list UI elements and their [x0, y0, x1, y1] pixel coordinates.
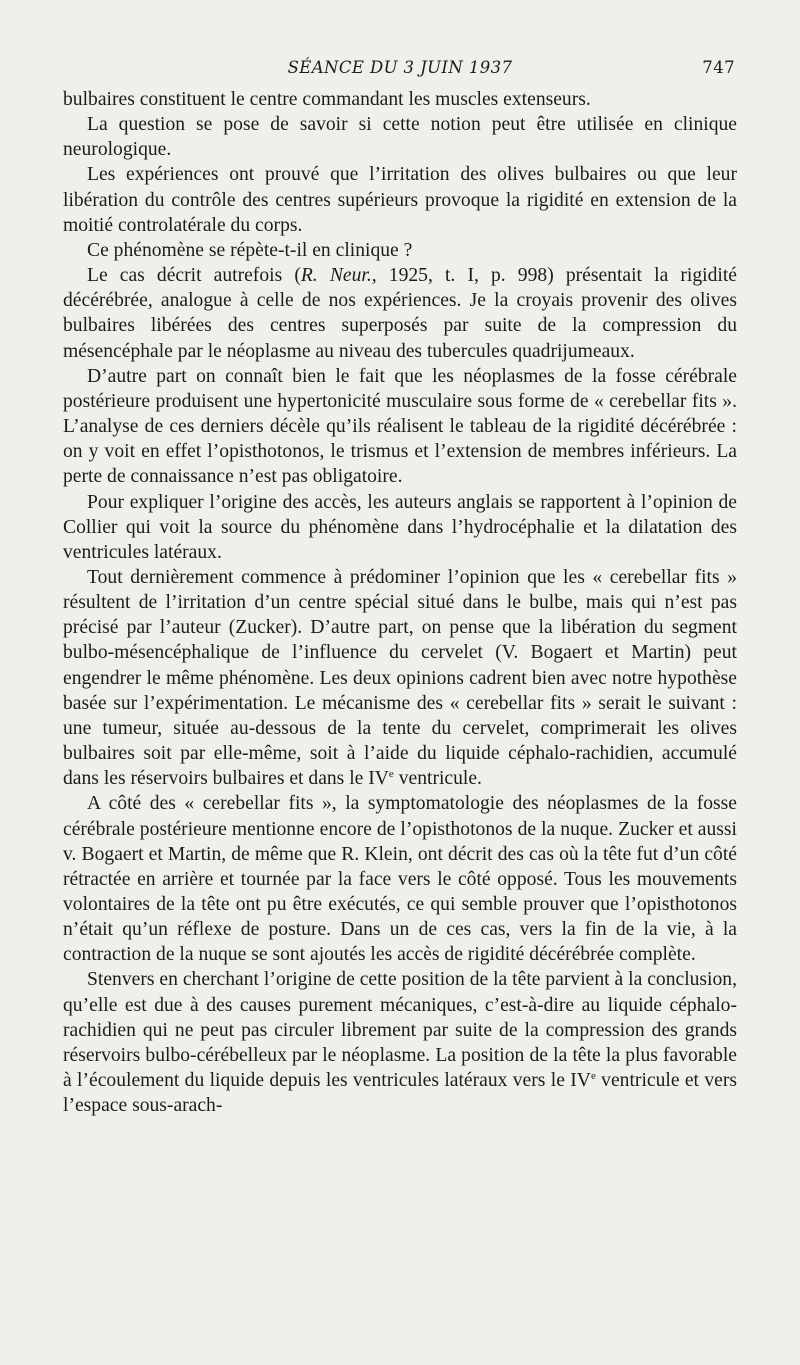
- journal-citation: R. Neur.: [300, 265, 372, 287]
- paragraph-9: A côté des « cerebellar fits », la symptomatologie des néoplasmes de la fosse cérébrale postérieure mentionne encore de l’opisthotonos de la nuque. Zucker et aussi v. Bogaert et Martin, de même que R. Klein, ont décrit des cas où la tête fut d’un côté rétractée en arrière et tournée par la face vers le côté opposé. Tous les mouvements volontaires de la tête ont pu être exécutés, ce qui semble prouver que l’opisthotonos n’était qu’un réflexe de posture. Dans un de ces cas, vers la fin de la vie, à la contraction de la nuque se sont ajoutés les accès de rigidité décérébrée complète.: [63, 793, 737, 966]
- paragraph-2: La question se pose de savoir si cette notion peut être utilisée en clinique neurologique.: [63, 114, 737, 161]
- running-header: [63, 58, 737, 82]
- header-title: SÉANCE DU 3 JUIN 1937: [287, 58, 513, 77]
- paragraph-5: Le cas décrit autrefois (R. Neur., 1925, t. I, p. 998) présentait la rigidité décérébrée, analogue à celle de nos expériences. Je la croyais provenir des olives bulbaires libérées des centres superposés par suite de la compression du mésencéphale par le néoplasme au niveau des tubercules quadrijumeaux.: [63, 265, 737, 362]
- paragraph-8: Tout dernièrement commence à prédominer l’opinion que les « cerebellar fits » résultent de l’irritation d’un centre spécial situé dans le bulbe, mais qui n’est pas précisé par l’auteur (Zucker). D’autre part, on pense que la libération du segment bulbo-mésencéphalique de l’influence du cervelet (V. Bogaert et Martin) peut engendrer le même phénomène. Les deux opinions cadrent bien avec notre hypothèse basée sur l’expérimentation. Le mécanisme des « cerebellar fits » serait le suivant : une tumeur, située au-dessous de la tente du cervelet, comprimerait les olives bulbaires soit par elle-même, soit à l’aide du liquide céphalo-rachidien, accumulé dans les réservoirs bulbaires et dans le IVe ventricule.: [63, 566, 737, 790]
- paragraph-10: Stenvers en cherchant l’origine de cette position de la tête parvient à la conclusion, qu’elle est due à des causes purement mécaniques, c’est-à-dire au liquide céphalo-rachidien qui ne peut pas circuler librement par suite de la compression des grands réservoirs bulbo-cérébelleux par le néoplasme. La position de la tête la plus favorable à l’écoulement du liquide depuis les ventricules latéraux vers le IVe ventricule et vers l’espace sous-arach-: [63, 969, 737, 1117]
- superscript: e: [388, 768, 394, 781]
- body-text: [63, 87, 737, 1118]
- superscript: e: [590, 1070, 596, 1083]
- paragraph-7: Pour expliquer l’origine des accès, les auteurs anglais se rapportent à l’opinion de Collier qui voit la source du phénomène dans l’hydrocéphalie et la dilatation des ventricules latéraux.: [63, 491, 737, 563]
- paragraph-4: Ce phénomène se répète-t-il en clinique ?: [87, 239, 413, 261]
- paragraph-1: bulbaires constituent le centre commandant les muscles extenseurs.: [63, 89, 591, 110]
- page-number: 747: [702, 58, 735, 77]
- paragraph-3: Les expériences ont prouvé que l’irritation des olives bulbaires ou que leur libération du contrôle des centres supérieurs provoque la rigidité en extension de la moitié controlatérale du corps.: [63, 164, 737, 236]
- paragraph-6: D’autre part on connaît bien le fait que les néoplasmes de la fosse cérébrale postérieure produisent une hypertonicité musculaire sous forme de « cerebellar fits ». L’analyse de ces derniers décèle qu’ils réalisent le tableau de la rigidité décérébrée : on y voit en effet l’opisthotonos, le trismus et l’extension de membres inférieurs. La perte de connaissance n’est pas obligatoire.: [63, 365, 737, 488]
